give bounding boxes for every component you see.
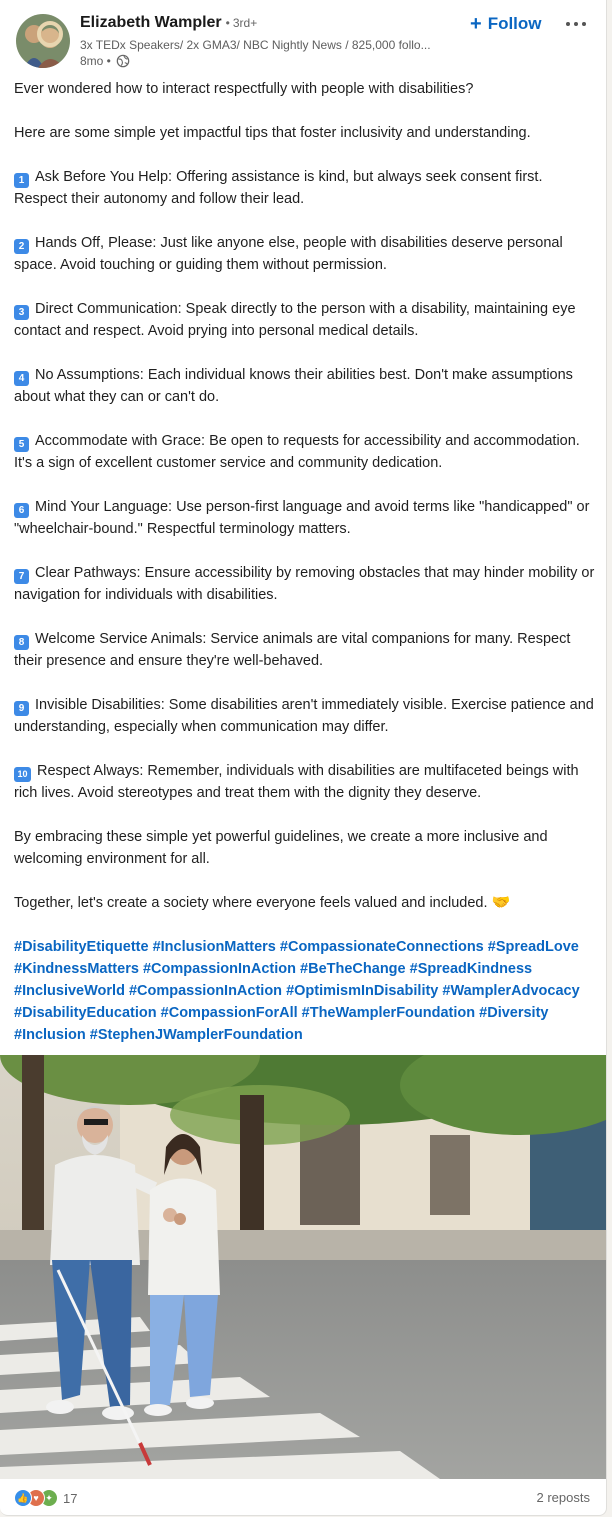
author-name-row <box>80 14 257 36</box>
author-name[interactable]: Elizabeth Wampler <box>80 14 222 31</box>
post-time: 8mo <box>80 54 104 68</box>
hashtag-link[interactable]: #CompassionInAction <box>128 983 283 999</box>
hashtag-link[interactable]: #InclusionMatters <box>152 939 276 955</box>
reactions-summary[interactable] <box>14 1489 77 1507</box>
hashtag-link[interactable]: #Diversity <box>479 1005 549 1021</box>
hashtag-link[interactable]: #StephenJWamplerFoundation <box>89 1027 303 1043</box>
hashtag-link[interactable]: #WamplerAdvocacy <box>442 983 580 999</box>
more-options-icon[interactable] <box>562 12 590 36</box>
tip-text: Ask Before You Help: Offering assistance is kind, but always seek consent first. Respect their autonomy and follow their lead. <box>14 169 543 207</box>
post-image[interactable] <box>0 1055 606 1479</box>
tip-item <box>14 562 598 606</box>
hashtag-link[interactable]: #OptimismInDisability <box>286 983 439 999</box>
tip-item <box>14 430 598 474</box>
author-headline: 3x TEDx Speakers/ 2x GMA3/ NBC Nightly News / 825,000 follo... <box>80 38 431 52</box>
post-footer <box>0 1479 606 1515</box>
reaction-count: 17 <box>63 1490 78 1506</box>
tip-text: Respect Always: Remember, individuals with disabilities are multifaceted beings with rich lives. Avoid stereotypes and treat them with the dignity they deserve. <box>14 763 579 801</box>
tip-text: Mind Your Language: Use person-first language and avoid terms like "handicapped" or "wheelchair-bound." Respectful terminology matters. <box>14 499 590 537</box>
post-meta <box>80 54 130 68</box>
keycap-icon: 9 <box>14 701 29 716</box>
hashtag-link[interactable]: #DisabilityEtiquette <box>14 939 149 955</box>
follow-button[interactable] <box>470 12 542 36</box>
reposts-count[interactable]: 2 reposts <box>536 1490 590 1505</box>
hashtag-link[interactable]: #Inclusion <box>14 1027 86 1043</box>
globe-icon <box>116 54 130 68</box>
hashtag-link[interactable]: #CompassionInAction <box>142 961 297 977</box>
post-final-text: Together, let's create a society where everyone feels valued and included. <box>14 895 488 911</box>
tip-item <box>14 496 598 540</box>
hashtag-link[interactable]: #SpreadLove <box>487 939 579 955</box>
post-body <box>14 78 598 1068</box>
tip-text: Accommodate with Grace: Be open to requests for accessibility and accommodation. It's a sign of excellent customer service and community dedication. <box>14 433 580 471</box>
hashtag-link[interactable]: #SpreadKindness <box>409 961 533 977</box>
tip-text: Invisible Disabilities: Some disabilities aren't immediately visible. Exercise patience and understanding, especially when communication may differ. <box>14 697 594 735</box>
connection-degree: 3rd+ <box>232 16 258 30</box>
like-reaction-icon: 👍 <box>14 1489 32 1507</box>
keycap-icon: 7 <box>14 569 29 584</box>
tip-item <box>14 232 598 276</box>
hashtag-list <box>14 936 598 1046</box>
separator-dot: • <box>225 16 230 30</box>
keycap-icon: 1 <box>14 173 29 188</box>
keycap-icon: 8 <box>14 635 29 650</box>
hashtag-link[interactable]: #TheWamplerFoundation <box>301 1005 476 1021</box>
tip-text: Clear Pathways: Ensure accessibility by removing obstacles that may hinder mobility or navigation for individuals with disabilities. <box>14 565 595 603</box>
keycap-icon: 3 <box>14 305 29 320</box>
hashtag-link[interactable]: #CompassionForAll <box>160 1005 298 1021</box>
hashtag-link[interactable]: #CompassionateConnections <box>279 939 484 955</box>
hashtag-link[interactable]: #KindnessMatters <box>14 961 139 977</box>
tip-text: No Assumptions: Each individual knows their abilities best. Don't make assumptions about what they can or can't do. <box>14 367 573 405</box>
post-subintro: Here are some simple yet impactful tips that foster inclusivity and understanding. <box>14 125 531 141</box>
celebrate-reaction-icon: ✦ <box>40 1489 58 1507</box>
separator-dot: • <box>103 54 111 68</box>
support-reaction-icon: ♥ <box>27 1489 45 1507</box>
tip-item <box>14 166 598 210</box>
plus-icon: + <box>470 12 482 35</box>
hashtag-link[interactable]: #BeTheChange <box>300 961 406 977</box>
hashtag-link[interactable]: #DisabilityEducation <box>14 1005 157 1021</box>
post-final <box>14 892 598 914</box>
tip-text: Welcome Service Animals: Service animals are vital companions for many. Respect their presence and ensure they're well-behaved. <box>14 631 571 669</box>
tip-item <box>14 694 598 738</box>
avatar[interactable] <box>16 14 70 68</box>
keycap-icon: 4 <box>14 371 29 386</box>
handshake-icon: 🤝 <box>491 894 511 911</box>
post-intro: Ever wondered how to interact respectfully with people with disabilities? <box>14 81 474 97</box>
street-crossing-image <box>0 1055 606 1479</box>
tip-item <box>14 364 598 408</box>
follow-label: Follow <box>487 14 542 33</box>
keycap-icon: 10 <box>14 767 31 782</box>
post-closing: By embracing these simple yet powerful guidelines, we create a more inclusive and welcoming environment for all. <box>14 829 548 867</box>
keycap-icon: 2 <box>14 239 29 254</box>
tip-text: Hands Off, Please: Just like anyone else, people with disabilities deserve personal space. Avoid touching or guiding them without permission. <box>14 235 563 273</box>
keycap-icon: 5 <box>14 437 29 452</box>
tip-text: Direct Communication: Speak directly to the person with a disability, maintaining eye contact and respect. Avoid prying into personal medical details. <box>14 301 576 339</box>
tip-item <box>14 760 598 804</box>
tip-item <box>14 298 598 342</box>
keycap-icon: 6 <box>14 503 29 518</box>
tip-item <box>14 628 598 672</box>
hashtag-link[interactable]: #InclusiveWorld <box>14 983 125 999</box>
post-header <box>0 0 606 78</box>
